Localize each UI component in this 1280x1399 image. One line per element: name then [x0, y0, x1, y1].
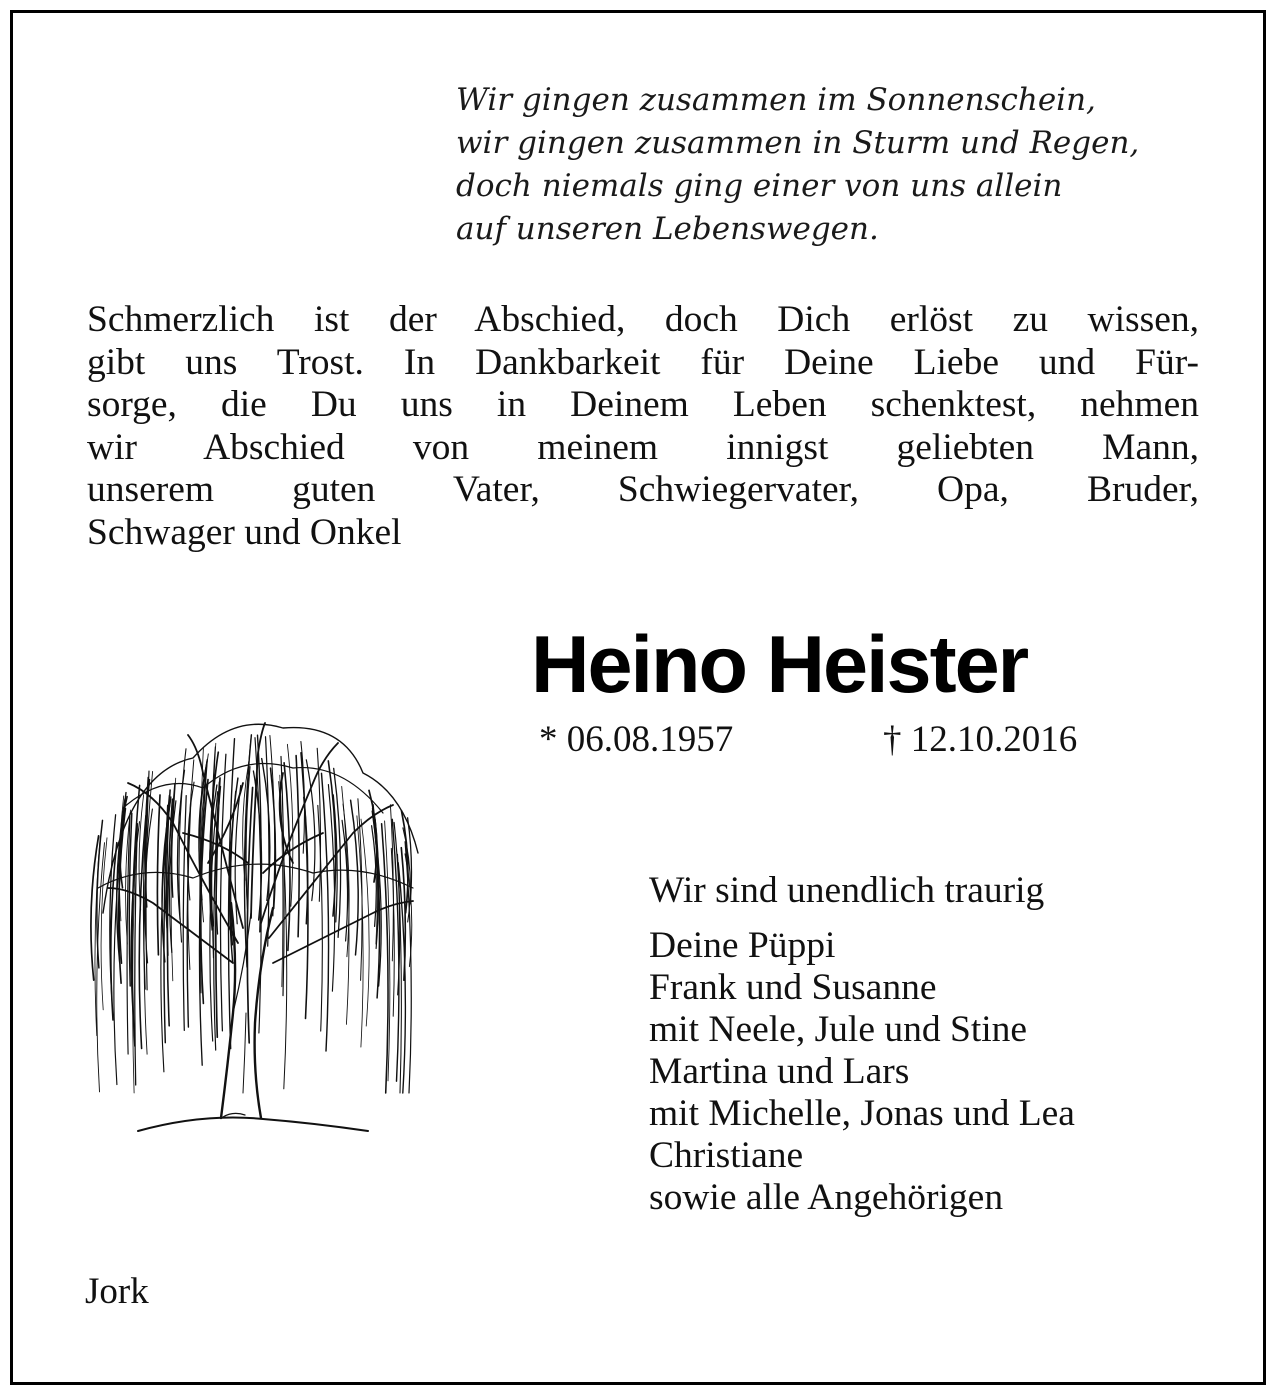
- poem-line: wir gingen zusammen in Sturm und Regen,: [456, 125, 1140, 161]
- mourners-headline: Wir sind unendlich traurig: [649, 870, 1045, 911]
- willow-stroke: [351, 800, 359, 955]
- poem: [456, 79, 1236, 251]
- mourner-line: sowie alle Angehörigen: [649, 1177, 1004, 1218]
- willow-stroke: [223, 1113, 245, 1117]
- death-date: † 12.10.2016: [883, 719, 1078, 760]
- willow-stroke: [110, 815, 116, 1000]
- obituary-notice: [10, 10, 1266, 1385]
- willow-stroke: [221, 754, 226, 1031]
- willow-stroke: [138, 1118, 368, 1132]
- intro-line: Schmerzlich ist der Abschied, doch Dich erlöst zu wissen,: [87, 299, 1199, 340]
- mourner-line: Deine Püppi: [649, 925, 836, 966]
- intro-line: gibt uns Trost. In Dankbarkeit für Deine Liebe und Für-: [87, 341, 1199, 383]
- mourner-line: Martina und Lars: [649, 1051, 910, 1092]
- poem-line: auf unseren Lebenswegen.: [456, 211, 879, 247]
- deceased-name: Heino Heister: [531, 620, 1028, 710]
- willow-stroke: [284, 763, 290, 951]
- intro-line: Schwager und Onkel: [87, 511, 402, 553]
- willow-stroke: [273, 901, 413, 963]
- poem-line: Wir gingen zusammen im Sonnenschein,: [456, 82, 1096, 118]
- weeping-willow-icon: [83, 713, 423, 1143]
- mourner-line: Frank und Susanne: [649, 967, 937, 1008]
- willow-stroke: [157, 795, 160, 955]
- willow-stroke: [101, 838, 107, 1010]
- intro-line: sorge, die Du uns in Deinem Leben schenktest, nehmen: [87, 384, 1199, 425]
- intro-line: wir Abschied von meinem innigst geliebten Mann,: [87, 426, 1199, 468]
- mourner-line: Christiane: [649, 1135, 804, 1176]
- mourners: [649, 870, 1249, 1219]
- willow-stroke: [266, 737, 269, 946]
- poem-line: doch niemals ging einer von uns allein: [456, 168, 1063, 204]
- place-name: Jork: [85, 1271, 149, 1312]
- birth-date: * 06.08.1957: [539, 719, 734, 760]
- willow-stroke: [243, 1013, 246, 1093]
- intro-text: [87, 299, 1199, 554]
- willow-stroke: [183, 796, 186, 1031]
- intro-line: unserem guten Vater, Schwiegervater, Opa, Bruder,: [87, 469, 1199, 510]
- willow-stroke: [255, 908, 273, 1118]
- mourner-line: mit Michelle, Jonas und Lea: [649, 1093, 1075, 1134]
- mourner-line: mit Neele, Jule und Stine: [649, 1009, 1028, 1050]
